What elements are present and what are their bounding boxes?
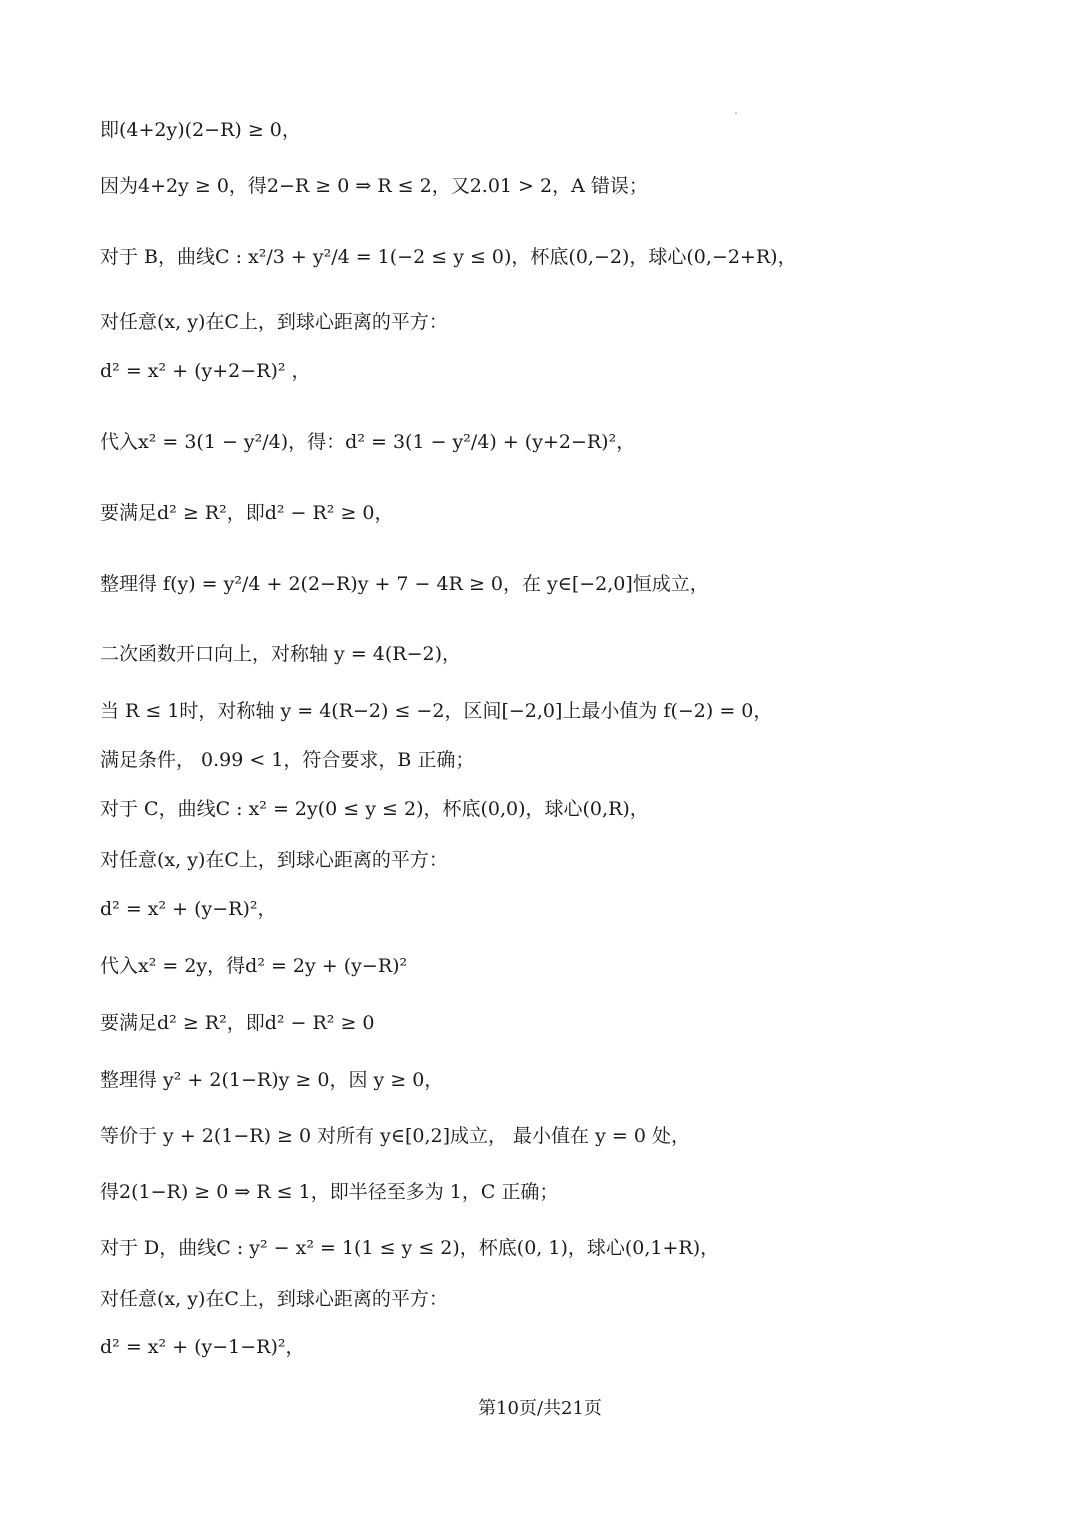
text-line: 即(4+2y)(2−R) ≥ 0，	[100, 119, 301, 141]
text-line: 当 R ≤ 1时，对称轴 y = 4(R−2) ≤ −2，区间[−2,0]上最小值为 f(−2) = 0，	[100, 700, 773, 722]
text-line: 对任意(x, y)在C上，到球心距离的平方：	[100, 311, 448, 333]
text-line: 等价于 y + 2(1−R) ≥ 0 对所有 y∈[0,2]成立， 最小值在 y = 0 处，	[100, 1125, 690, 1147]
text-line: 对任意(x, y)在C上，到球心距离的平方：	[100, 1288, 448, 1310]
text-line: d² = x² + (y+2−R)² ，	[100, 360, 311, 382]
text-line: 对任意(x, y)在C上，到球心距离的平方：	[100, 849, 448, 871]
text-line: 要满足d² ≥ R²，即d² − R² ≥ 0，	[100, 502, 394, 524]
text-line: 要满足d² ≥ R²，即d² − R² ≥ 0	[100, 1012, 375, 1034]
text-line: 对于 C，曲线C : x² = 2y(0 ≤ y ≤ 2)，杯底(0,0)，球心(0,R)，	[100, 798, 649, 820]
text-line: 整理得 f(y) = y²/4 + 2(2−R)y + 7 − 4R ≥ 0，在 y∈[−2,0]恒成立，	[100, 573, 709, 595]
text-line: 代入x² = 2y，得d² = 2y + (y−R)²	[100, 955, 408, 977]
scan-speck	[735, 112, 737, 114]
text-line: 对于 D，曲线C : y² − x² = 1(1 ≤ y ≤ 2)，杯底(0, 1)，球心(0,1+R)，	[100, 1237, 720, 1259]
text-line: 满足条件， 0.99 < 1，符合要求，B 正确；	[100, 749, 475, 771]
page-number: 第10页/共21页	[478, 1398, 602, 1419]
text-line: d² = x² + (y−1−R)²，	[100, 1336, 305, 1358]
text-line: 代入x² = 3(1 − y²/4)，得：d² = 3(1 − y²/4) + (y+2−R)²，	[100, 431, 636, 453]
text-line: d² = x² + (y−R)²，	[100, 898, 277, 920]
text-line: 对于 B，曲线C : x²/3 + y²/4 = 1(−2 ≤ y ≤ 0)，杯底(0,−2)，球心(0,−2+R)，	[100, 246, 797, 268]
text-line: 因为4+2y ≥ 0，得2−R ≥ 0 ⇒ R ≤ 2，又2.01 > 2，A 错误；	[100, 175, 648, 197]
text-line: 二次函数开口向上，对称轴 y = 4(R−2)，	[100, 643, 462, 665]
text-line: 整理得 y² + 2(1−R)y ≥ 0，因 y ≥ 0，	[100, 1069, 444, 1091]
text-line: 得2(1−R) ≥ 0 ⇒ R ≤ 1，即半径至多为 1，C 正确；	[100, 1181, 559, 1203]
